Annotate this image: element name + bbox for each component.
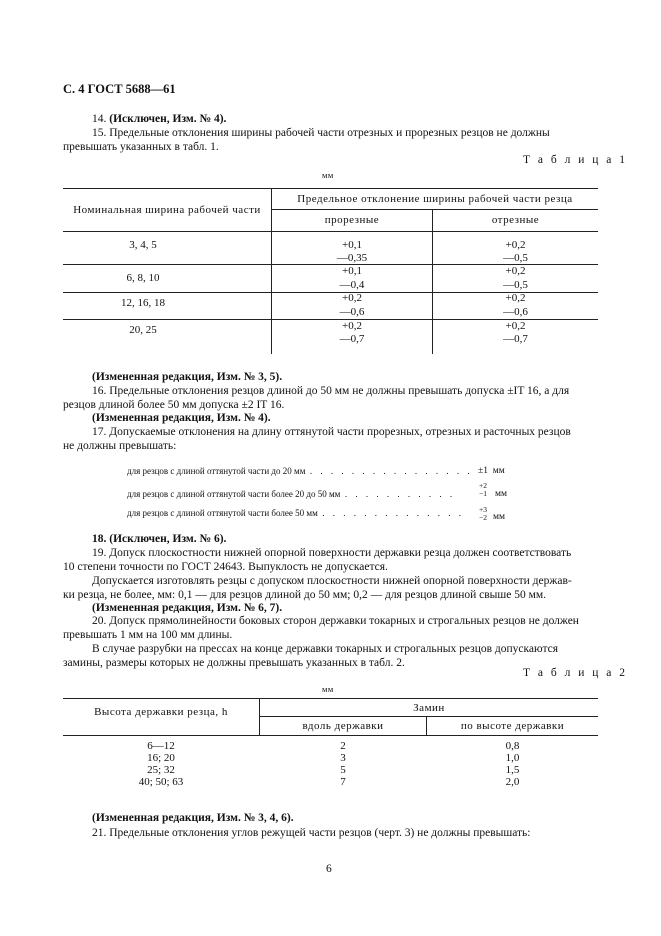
table-cell: 16; 20: [147, 752, 175, 764]
table-cell: 40; 50; 63: [138, 776, 184, 788]
table-cell: +0,2: [505, 292, 526, 304]
table2-sub-height: по высоте державки: [460, 720, 565, 732]
item-15-line2: превышать указанных в табл. 1.: [63, 141, 219, 153]
edit-note-2: (Измененная редакция, Изм. № 4).: [92, 412, 271, 424]
item-16-line1: 16. Предельные отклонения резцов длиной до 50 мм не должны превышать допуска ±IT 16, а для: [92, 385, 570, 397]
tolerance-row: для резцов с длиной оттянутой части более 20 до 50 мм . . . . . . . . . . .: [127, 489, 456, 499]
table-cell: —0,6: [503, 306, 528, 318]
item-17-line1: 17. Допускаемые отклонения на длину оттянутой части прорезных, отрезных и расточных резцов: [92, 426, 571, 438]
item-20b-line2: замины, размеры которых не должны превышать указанных в табл. 2.: [63, 657, 405, 669]
tolerance-unit: мм: [493, 512, 506, 522]
table-cell: +0,2: [505, 239, 526, 251]
table-cell: —0,4: [339, 279, 365, 291]
table-cell: +0,2: [342, 320, 362, 332]
table-cell: 1,5: [505, 764, 520, 776]
table1-group-header: Предельное отклонение ширины рабочей части резца: [297, 193, 573, 205]
table-cell: 0,8: [505, 740, 520, 752]
tolerance-value: ±1 мм: [478, 466, 505, 476]
tolerance-value: +2 −1: [479, 481, 487, 498]
table-row-width: 20, 25: [129, 324, 157, 336]
table-cell: —0,5: [503, 279, 528, 291]
edit-note-1: (Измененная редакция, Изм. № 3, 5).: [92, 371, 283, 383]
table-cell: 2,0: [505, 776, 520, 788]
item-17-line2: не должны превышать:: [63, 440, 177, 452]
page-number: 6: [326, 863, 332, 875]
table2-sub-along: вдоль державки: [302, 720, 384, 732]
table-cell: +0,1: [342, 265, 362, 277]
table-cell: 6—12: [147, 740, 175, 752]
table1-sub-otreznye: отрезные: [491, 214, 540, 226]
table-cell: 25; 32: [147, 764, 175, 776]
tolerance-unit: мм: [495, 489, 508, 499]
item-14: 14. (Исключен, Изм. № 4).: [92, 113, 227, 125]
table2-caption: Т а б л и ц а 2: [523, 667, 628, 679]
table-row-width: 6, 8, 10: [126, 272, 160, 284]
item-18: 18. (Исключен, Изм. № 6).: [92, 533, 227, 545]
edit-note-3: (Измененная редакция, Изм. № 6, 7).: [92, 602, 283, 614]
table-cell: +0,2: [505, 320, 526, 332]
table1-sub-proreznye: прорезные: [324, 214, 380, 226]
table-cell: —0,5: [503, 252, 528, 264]
table-cell: 7: [340, 776, 346, 788]
tolerance-row: для резцов с длиной оттянутой части более 50 мм . . . . . . . . . . . . . .: [127, 508, 465, 518]
table-cell: 5: [340, 764, 346, 776]
item-19b-line1: Допускается изготовлять резцы с допуском плоскостности нижней опорной поверхности держав-: [92, 575, 572, 587]
table-cell: +0,2: [505, 265, 526, 277]
item-19b-line2: ки резца, не более, мм: 0,1 — для резцов длиной до 50 мм; 0,2 — для резцов длиной свыше 50 мм.: [63, 589, 547, 601]
item-20-line2: превышать 1 мм на 100 мм длины.: [63, 629, 233, 641]
table-row-width: 3, 4, 5: [129, 239, 157, 251]
table-cell: 3: [340, 752, 346, 764]
table2-col1-header: Высота державки резца, h: [94, 706, 228, 718]
table1-col1-header: Номинальная ширина рабочей части: [73, 204, 261, 216]
tolerance-value: +3 −2: [479, 505, 487, 522]
table-cell: —0,7: [503, 333, 528, 345]
table-cell: +0,1: [342, 239, 362, 251]
item-20-line1: 20. Допуск прямолинейности боковых сторон державки токарных и строгальных резцов не должен: [92, 615, 579, 627]
table1-unit: мм: [322, 170, 334, 180]
item-21: 21. Предельные отклонения углов режущей части резцов (черт. 3) не должны превышать:: [92, 827, 531, 839]
table-row-width: 12, 16, 18: [121, 297, 165, 309]
table-cell: —0,6: [339, 306, 365, 318]
table-cell: 1,0: [505, 752, 520, 764]
item-20b-line1: В случае разрубки на прессах на конце державки токарных и строгальных резцов допускаются: [92, 643, 559, 655]
item-19-line1: 19. Допуск плоскостности нижней опорной поверхности державки резца должен соответствовать: [92, 547, 572, 559]
table-cell: 2: [340, 740, 346, 752]
table2-unit: мм: [322, 684, 334, 694]
item-16-line2: резцов длиной более 50 мм допуска ±2 IT 16.: [63, 399, 285, 411]
edit-note-4: (Измененная редакция, Изм. № 3, 4, 6).: [92, 812, 294, 824]
table2-group-header: Замин: [413, 702, 445, 714]
table-cell: —0,7: [339, 333, 365, 345]
table-cell: —0,35: [336, 252, 368, 264]
item-15-line1: 15. Предельные отклонения ширины рабочей части отрезных и прорезных резцов не должны: [92, 127, 550, 139]
table1-caption: Т а б л и ц а 1: [523, 154, 628, 166]
table-cell: +0,2: [342, 292, 362, 304]
page-header: С. 4 ГОСТ 5688—61: [63, 82, 176, 96]
item-19-line2: 10 степени точности по ГОСТ 24643. Выпуклость не допускается.: [63, 561, 388, 573]
tolerance-row: для резцов с длиной оттянутой части до 20 мм . . . . . . . . . . . . . . . .: [127, 466, 473, 476]
